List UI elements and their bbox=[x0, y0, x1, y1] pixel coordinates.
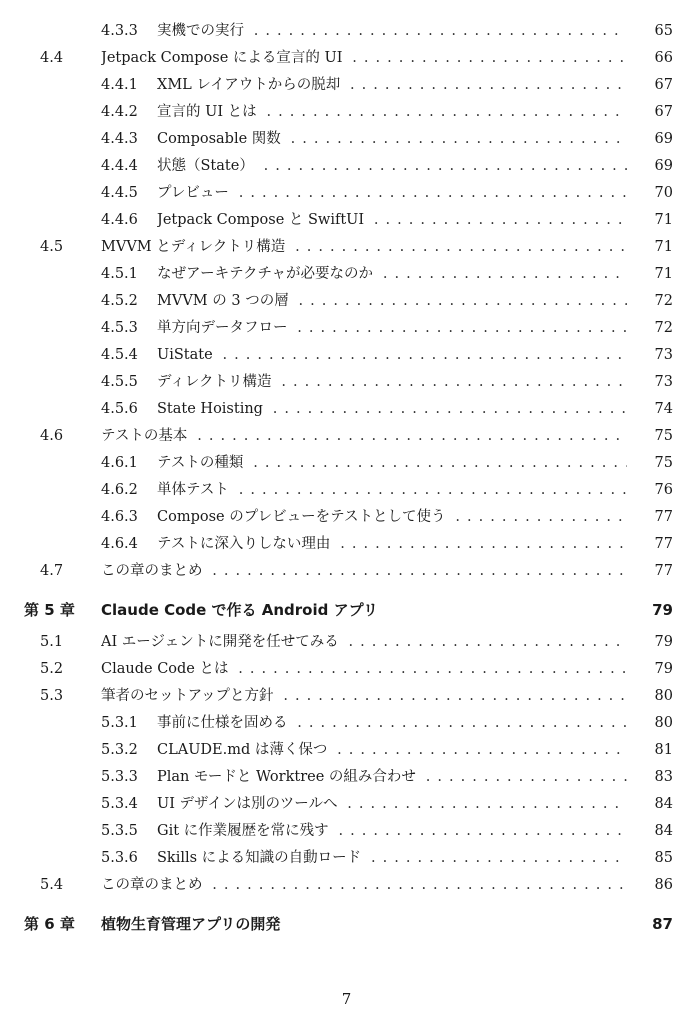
toc-entry-page: 71 bbox=[654, 239, 673, 255]
toc-subsection-entry[interactable] bbox=[0, 180, 693, 207]
toc-entry-title: この章のまとめ bbox=[101, 877, 207, 893]
toc-entry-page: 80 bbox=[654, 715, 673, 731]
toc-entry-number: 4.4.4 bbox=[101, 158, 138, 174]
toc-entry-page: 67 bbox=[654, 77, 673, 93]
toc-dot-leader bbox=[157, 207, 627, 234]
toc-subsection-entry[interactable] bbox=[0, 369, 693, 396]
toc-section-entry[interactable] bbox=[0, 683, 693, 710]
toc-entry-page: 79 bbox=[652, 601, 673, 619]
toc-entry-page: 77 bbox=[654, 536, 673, 552]
toc-dot-leader bbox=[157, 737, 627, 764]
toc-entry-number: 4.5.2 bbox=[101, 293, 138, 309]
toc-section-entry[interactable] bbox=[0, 558, 693, 585]
toc-entry-title: AI エージェントに開発を任せてみる bbox=[101, 634, 343, 650]
toc-entry-title: UI デザインは別のツールへ bbox=[157, 796, 341, 812]
toc-subsection-entry[interactable] bbox=[0, 18, 693, 45]
toc-entry-page: 71 bbox=[654, 212, 673, 228]
toc-entry-page: 72 bbox=[654, 320, 673, 336]
toc-entry-page: 77 bbox=[654, 509, 673, 525]
toc-entry-number: 5.3.3 bbox=[101, 769, 138, 785]
toc-section-entry[interactable] bbox=[0, 656, 693, 683]
toc-dot-leader bbox=[157, 126, 627, 153]
page-number: 7 bbox=[341, 990, 352, 1008]
toc-entry-number: 4.3.3 bbox=[101, 23, 138, 39]
toc-dot-leader bbox=[157, 18, 627, 45]
toc-entry-page: 80 bbox=[654, 688, 673, 704]
toc-entry-title: Composable 関数 bbox=[157, 131, 285, 147]
toc-dot-leader bbox=[157, 72, 627, 99]
toc-entry-page: 70 bbox=[654, 185, 673, 201]
toc-entry-page: 76 bbox=[654, 482, 673, 498]
toc-entry-title: Git に作業履歴を常に残す bbox=[157, 823, 333, 839]
toc-subsection-entry[interactable] bbox=[0, 99, 693, 126]
toc-entry-number: 5.1 bbox=[40, 634, 64, 650]
toc-entry-number: 4.5 bbox=[40, 239, 64, 255]
toc-entry-title: 状態（State） bbox=[157, 158, 258, 174]
toc-subsection-entry[interactable] bbox=[0, 845, 693, 872]
toc-dot-leader bbox=[157, 396, 627, 423]
toc-entry-title: Claude Code で作る Android アプリ bbox=[101, 601, 378, 619]
toc-entry-number: 5.3.5 bbox=[101, 823, 138, 839]
toc-entry-title: Jetpack Compose による宣言的 UI bbox=[101, 50, 346, 66]
toc-dot-leader bbox=[157, 261, 627, 288]
toc-entry-page: 72 bbox=[654, 293, 673, 309]
toc-dot-leader bbox=[157, 791, 627, 818]
toc-entry-title: ディレクトリ構造 bbox=[157, 374, 276, 390]
toc-entry-number: 4.6.4 bbox=[101, 536, 138, 552]
toc-subsection-entry[interactable] bbox=[0, 450, 693, 477]
toc-entry-number: 4.4.1 bbox=[101, 77, 138, 93]
toc-dot-leader bbox=[101, 872, 627, 899]
toc-entry-page: 71 bbox=[654, 266, 673, 282]
toc-entry-number: 5.2 bbox=[40, 661, 64, 677]
toc-entry-page: 85 bbox=[654, 850, 673, 866]
toc-entry-page: 69 bbox=[654, 131, 673, 147]
toc-dot-leader bbox=[101, 629, 627, 656]
toc-dot-leader bbox=[157, 369, 627, 396]
toc-entry-title: Plan モードと Worktree の組み合わせ bbox=[157, 769, 420, 785]
toc-entry-number: 第 5 章 bbox=[24, 601, 75, 619]
toc-entry-title: Compose のプレビューをテストとして使う bbox=[157, 509, 450, 525]
toc-subsection-entry[interactable] bbox=[0, 72, 693, 99]
toc-chapter-entry[interactable] bbox=[0, 595, 693, 625]
toc-entry-title: Jetpack Compose と SwiftUI bbox=[157, 212, 368, 228]
toc-subsection-entry[interactable] bbox=[0, 531, 693, 558]
toc-entry-title: XML レイアウトからの脱却 bbox=[157, 77, 344, 93]
toc-subsection-entry[interactable] bbox=[0, 504, 693, 531]
toc-entry-title: MVVM とディレクトリ構造 bbox=[101, 239, 289, 255]
toc-subsection-entry[interactable] bbox=[0, 315, 693, 342]
toc-dot-leader bbox=[101, 45, 627, 72]
toc-entry-number: 5.3 bbox=[40, 688, 64, 704]
toc-entry-title: 植物生育管理アプリの開発 bbox=[101, 915, 281, 933]
toc-entry-title: 事前に仕様を固める bbox=[157, 715, 292, 731]
toc-subsection-entry[interactable] bbox=[0, 126, 693, 153]
toc-entry-number: 4.5.6 bbox=[101, 401, 138, 417]
toc-entry-number: 4.5.4 bbox=[101, 347, 138, 363]
toc-entry-number: 5.3.6 bbox=[101, 850, 138, 866]
toc-subsection-entry[interactable] bbox=[0, 710, 693, 737]
toc-entry-title: 単体テスト bbox=[157, 482, 233, 498]
toc-dot-leader bbox=[157, 764, 627, 791]
toc-entry-number: 4.5.3 bbox=[101, 320, 138, 336]
toc-dot-leader bbox=[157, 845, 627, 872]
toc-entry-number: 4.6.1 bbox=[101, 455, 138, 471]
toc-entry-number: 4.6.2 bbox=[101, 482, 138, 498]
toc-subsection-entry[interactable] bbox=[0, 207, 693, 234]
toc-entry-page: 87 bbox=[652, 915, 673, 933]
toc-entry-number: 4.6 bbox=[40, 428, 64, 444]
toc-dot-leader bbox=[157, 180, 627, 207]
toc-dot-leader bbox=[157, 710, 627, 737]
toc-entry-number: 4.4 bbox=[40, 50, 64, 66]
toc-dot-leader bbox=[157, 477, 627, 504]
toc-entry-title: Claude Code とは bbox=[101, 661, 232, 677]
toc-subsection-entry[interactable] bbox=[0, 153, 693, 180]
toc-entry-page: 81 bbox=[654, 742, 673, 758]
toc-dot-leader bbox=[101, 683, 627, 710]
toc-entry-page: 73 bbox=[654, 347, 673, 363]
toc-entry-page: 65 bbox=[654, 23, 673, 39]
toc-entry-page: 66 bbox=[654, 50, 673, 66]
toc-section-entry[interactable] bbox=[0, 629, 693, 656]
toc-entry-number: 4.4.3 bbox=[101, 131, 138, 147]
toc-section-entry[interactable] bbox=[0, 45, 693, 72]
toc-section-entry[interactable] bbox=[0, 423, 693, 450]
toc-entry-page: 84 bbox=[654, 796, 673, 812]
toc-entry-title: なぜアーキテクチャが必要なのか bbox=[157, 266, 377, 282]
toc-subsection-entry[interactable] bbox=[0, 396, 693, 423]
toc-entry-page: 79 bbox=[654, 634, 673, 650]
table-of-contents bbox=[0, 18, 693, 943]
toc-entry-page: 73 bbox=[654, 374, 673, 390]
toc-dot-leader bbox=[157, 818, 627, 845]
toc-dot-leader bbox=[157, 342, 627, 369]
toc-dot-leader bbox=[157, 99, 627, 126]
toc-entry-number: 4.4.2 bbox=[101, 104, 138, 120]
toc-entry-page: 75 bbox=[654, 428, 673, 444]
toc-entry-number: 5.3.4 bbox=[101, 796, 138, 812]
toc-entry-title: テストに深入りしない理由 bbox=[157, 536, 334, 552]
toc-entry-title: State Hoisting bbox=[157, 401, 267, 417]
toc-dot-leader bbox=[157, 504, 627, 531]
toc-section-entry[interactable] bbox=[0, 872, 693, 899]
toc-dot-leader bbox=[157, 450, 627, 477]
toc-dot-leader bbox=[101, 234, 627, 261]
toc-dot-leader bbox=[157, 531, 627, 558]
toc-entry-title: プレビュー bbox=[157, 185, 233, 201]
toc-subsection-entry[interactable] bbox=[0, 791, 693, 818]
toc-entry-number: 5.3.2 bbox=[101, 742, 138, 758]
toc-entry-number: 4.4.5 bbox=[101, 185, 138, 201]
toc-entry-page: 75 bbox=[654, 455, 673, 471]
toc-entry-title: CLAUDE.md は薄く保つ bbox=[157, 742, 331, 758]
toc-chapter-entry[interactable] bbox=[0, 909, 693, 939]
toc-subsection-entry[interactable] bbox=[0, 818, 693, 845]
toc-entry-title: 実機での実行 bbox=[157, 23, 248, 39]
toc-entry-number: 4.4.6 bbox=[101, 212, 138, 228]
toc-subsection-entry[interactable] bbox=[0, 342, 693, 369]
toc-entry-title: 単方向データフロー bbox=[157, 320, 292, 336]
toc-entry-number: 4.5.5 bbox=[101, 374, 138, 390]
toc-dot-leader bbox=[157, 153, 627, 180]
toc-entry-page: 83 bbox=[654, 769, 673, 785]
toc-entry-page: 69 bbox=[654, 158, 673, 174]
toc-entry-number: 第 6 章 bbox=[24, 915, 75, 933]
toc-dot-leader bbox=[157, 288, 627, 315]
toc-entry-number: 4.5.1 bbox=[101, 266, 138, 282]
toc-dot-leader bbox=[157, 315, 627, 342]
toc-entry-title: UiState bbox=[157, 347, 217, 363]
toc-dot-leader bbox=[101, 558, 627, 585]
toc-entry-title: MVVM の 3 つの層 bbox=[157, 293, 293, 309]
toc-subsection-entry[interactable] bbox=[0, 737, 693, 764]
toc-subsection-entry[interactable] bbox=[0, 261, 693, 288]
toc-entry-page: 79 bbox=[654, 661, 673, 677]
toc-section-entry[interactable] bbox=[0, 234, 693, 261]
toc-entry-number: 4.6.3 bbox=[101, 509, 138, 525]
toc-entry-page: 84 bbox=[654, 823, 673, 839]
toc-entry-page: 86 bbox=[654, 877, 673, 893]
toc-entry-title: 宣言的 UI とは bbox=[157, 104, 261, 120]
toc-entry-title: Skills による知識の自動ロード bbox=[157, 850, 365, 866]
toc-entry-title: この章のまとめ bbox=[101, 563, 207, 579]
toc-entry-number: 4.7 bbox=[40, 563, 64, 579]
toc-subsection-entry[interactable] bbox=[0, 764, 693, 791]
toc-entry-number: 5.3.1 bbox=[101, 715, 138, 731]
toc-entry-page: 67 bbox=[654, 104, 673, 120]
toc-entry-title: テストの基本 bbox=[101, 428, 191, 444]
toc-entry-page: 74 bbox=[654, 401, 673, 417]
toc-entry-title: 筆者のセットアップと方針 bbox=[101, 688, 278, 704]
toc-subsection-entry[interactable] bbox=[0, 288, 693, 315]
toc-entry-title: テストの種類 bbox=[157, 455, 247, 471]
toc-entry-page: 77 bbox=[654, 563, 673, 579]
toc-entry-number: 5.4 bbox=[40, 877, 64, 893]
toc-subsection-entry[interactable] bbox=[0, 477, 693, 504]
toc-dot-leader bbox=[101, 656, 627, 683]
toc-dot-leader bbox=[101, 423, 627, 450]
